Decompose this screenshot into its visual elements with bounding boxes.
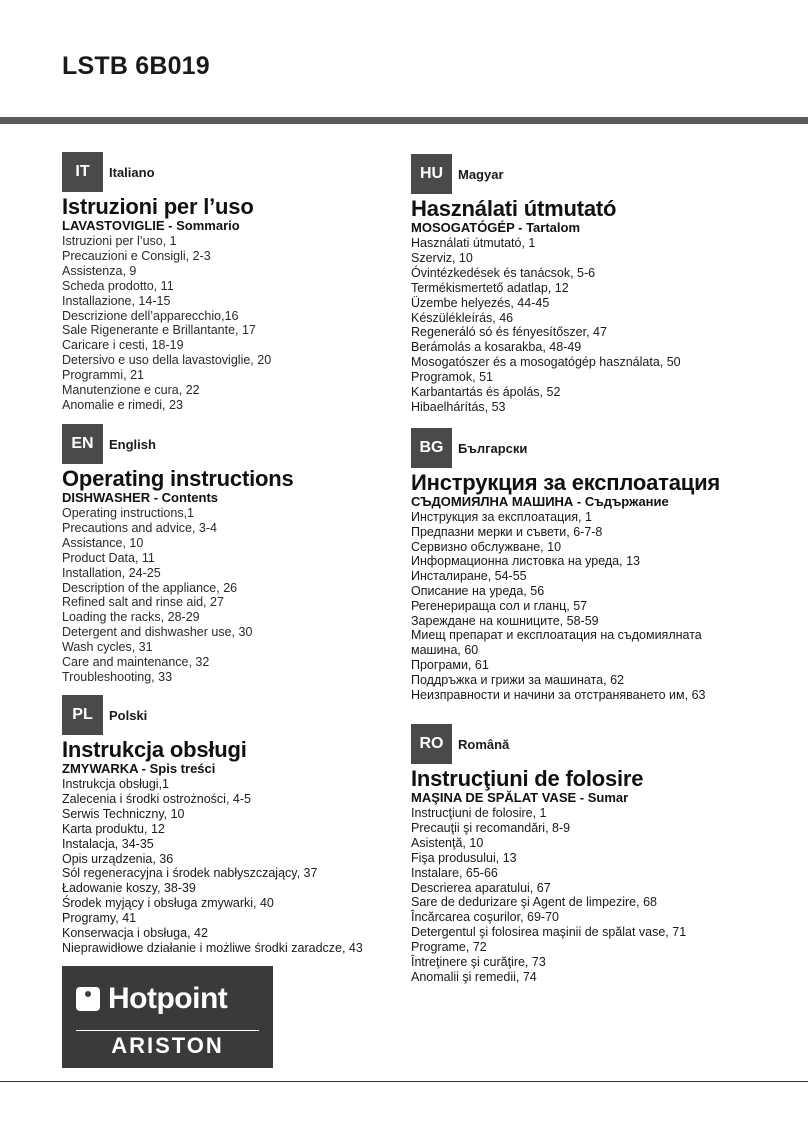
list-item: Mosogatószer és a mosogatógép használata, 50 bbox=[411, 355, 681, 370]
list-item: Karta produktu, 12 bbox=[62, 821, 165, 836]
section-title: Használati útmutató bbox=[411, 196, 617, 221]
logo-brand-text: Hotpoint bbox=[108, 982, 228, 1015]
hotpoint-ariston-logo bbox=[62, 966, 273, 1068]
language-header bbox=[411, 428, 808, 468]
list-item: Care and maintenance, 32 bbox=[62, 655, 210, 670]
language-code-badge: PL bbox=[62, 695, 103, 735]
list-item: Програми, 61 bbox=[411, 657, 489, 672]
list-item: Detergentul şi folosirea maşinii de spălat vase, 71 bbox=[411, 925, 687, 940]
list-item: Caricare i cesti, 18-19 bbox=[62, 338, 184, 353]
section-romanian bbox=[411, 724, 808, 985]
logo-top-row bbox=[76, 982, 227, 1016]
list-item: Serwis Techniczny, 10 bbox=[62, 806, 185, 821]
list-item: Regeneráló só és fényesítőszer, 47 bbox=[411, 325, 607, 340]
list-item: Operating instructions,1 bbox=[62, 506, 195, 520]
list-item: Konserwacja i obsługa, 42 bbox=[62, 926, 208, 941]
list-item: Asistenţă, 10 bbox=[411, 835, 484, 850]
list-item: Zalecenia i środki ostrożności, 4-5 bbox=[62, 791, 251, 806]
list-item: Programok, 51 bbox=[411, 370, 493, 385]
language-code-badge: BG bbox=[411, 428, 452, 468]
contents-list bbox=[411, 510, 808, 702]
list-item: Használati útmutató, 1 bbox=[411, 236, 536, 250]
contents-list bbox=[411, 236, 808, 415]
list-item: Sól regeneracyjna i środek nabłyszczający, 37 bbox=[62, 866, 318, 881]
list-item: Berámolás a kosarakba, 48-49 bbox=[411, 340, 582, 355]
list-item: Încărcarea coşurilor, 69-70 bbox=[411, 910, 559, 925]
list-item: Ładowanie koszy, 38-39 bbox=[62, 881, 196, 896]
list-item: Szerviz, 10 bbox=[411, 250, 473, 265]
list-item: Detersivo e uso della lavastoviglie, 20 bbox=[62, 353, 272, 368]
list-item: Întreţinere şi curăţire, 73 bbox=[411, 955, 546, 970]
contents-list bbox=[62, 777, 382, 956]
list-item: Programe, 72 bbox=[411, 940, 487, 955]
list-item: Precauţii şi recomandări, 8-9 bbox=[411, 820, 571, 835]
header-divider bbox=[0, 117, 808, 124]
hotpoint-mark-icon bbox=[76, 987, 100, 1011]
contents-list bbox=[411, 806, 808, 985]
list-item: Регенерираща сол и гланц, 57 bbox=[411, 598, 588, 613]
section-subtitle: DISHWASHER - Contents bbox=[62, 490, 218, 505]
logo-divider bbox=[76, 1030, 259, 1031]
language-code-badge: HU bbox=[411, 154, 452, 194]
language-header bbox=[62, 424, 462, 464]
language-header bbox=[411, 724, 808, 764]
list-item: Installazione, 14-15 bbox=[62, 293, 171, 308]
section-bulgarian bbox=[411, 428, 808, 702]
list-item: Instalacja, 34-35 bbox=[62, 836, 154, 851]
list-item: Precauzioni e Consigli, 2-3 bbox=[62, 248, 211, 263]
list-item: Programmi, 21 bbox=[62, 368, 144, 383]
logo-sub-brand-text: ARISTON bbox=[111, 1033, 224, 1058]
list-item: Assistance, 10 bbox=[62, 535, 144, 550]
list-item: Инсталиране, 54-55 bbox=[411, 569, 527, 584]
list-item: Информационна листовка на уреда, 13 bbox=[411, 554, 640, 569]
section-title: Istruzioni per l’uso bbox=[62, 194, 254, 219]
language-name: Български bbox=[458, 440, 528, 456]
list-item: Installation, 24-25 bbox=[62, 565, 161, 580]
list-item: Precautions and advice, 3-4 bbox=[62, 520, 217, 535]
list-item: Refined salt and rinse aid, 27 bbox=[62, 595, 224, 610]
list-item: Sare de dedurizare şi Agent de limpezire, 68 bbox=[411, 895, 657, 910]
language-name: Magyar bbox=[458, 166, 504, 182]
language-name: Italiano bbox=[109, 164, 155, 180]
language-name: Română bbox=[458, 736, 510, 752]
model-number: LSTB 6B019 bbox=[62, 52, 210, 80]
list-item: Hibaelhárítás, 53 bbox=[411, 399, 506, 414]
list-item: Wash cycles, 31 bbox=[62, 640, 153, 655]
language-header bbox=[411, 154, 808, 194]
language-code-badge: IT bbox=[62, 152, 103, 192]
list-item: Üzembe helyezés, 44-45 bbox=[411, 295, 550, 310]
list-item: Сервизно обслужване, 10 bbox=[411, 539, 562, 554]
list-item: Инструкция за експлоатация, 1 bbox=[411, 510, 592, 524]
section-title: Operating instructions bbox=[62, 466, 294, 491]
language-code-badge: RO bbox=[411, 724, 452, 764]
list-item: Istruzioni per l’uso, 1 bbox=[62, 234, 177, 248]
list-item: Instrukcja obsługi,1 bbox=[62, 777, 170, 791]
list-item: Készülékleírás, 46 bbox=[411, 310, 514, 325]
list-item: Instalare, 65-66 bbox=[411, 865, 498, 880]
list-item: Зареждане на кошниците, 58-59 bbox=[411, 613, 599, 628]
list-item: Sale Rigenerante e Brillantante, 17 bbox=[62, 323, 256, 338]
list-item: Descrierea aparatului, 67 bbox=[411, 880, 551, 895]
language-code-badge: EN bbox=[62, 424, 103, 464]
section-title: Instrukcja obsługi bbox=[62, 737, 247, 762]
list-item: Предпазни мерки и съвети, 6-7-8 bbox=[411, 524, 603, 539]
list-item: Nieprawidłowe działanie i możliwe środki zaradcze, 43 bbox=[62, 940, 363, 955]
section-hungarian bbox=[411, 154, 808, 415]
list-item: Описание на уреда, 56 bbox=[411, 583, 545, 598]
section-english bbox=[62, 424, 462, 685]
list-item: Środek myjący i obsługa zmywarki, 40 bbox=[62, 896, 274, 911]
list-item: Óvintézkedések és tanácsok, 5-6 bbox=[411, 265, 596, 280]
list-item: Fişa produsului, 13 bbox=[411, 850, 517, 865]
section-subtitle: MOSOGATÓGÉP - Tartalom bbox=[411, 220, 581, 235]
section-subtitle: MAŞINA DE SPĂLAT VASE - Sumar bbox=[411, 790, 629, 805]
list-item: Termékismertető adatlap, 12 bbox=[411, 280, 569, 295]
section-title: Instrucţiuni de folosire bbox=[411, 766, 644, 791]
section-italian bbox=[62, 152, 462, 413]
contents-list bbox=[62, 506, 462, 685]
list-item: Scheda prodotto, 11 bbox=[62, 278, 174, 293]
list-item: Миещ препарат и експлоатация на съдомиялната bbox=[411, 628, 702, 643]
language-name: English bbox=[109, 436, 156, 452]
list-item: Troubleshooting, 33 bbox=[62, 669, 173, 684]
list-item: Anomalii şi remedii, 74 bbox=[411, 969, 537, 984]
language-header bbox=[62, 152, 462, 192]
list-item: Поддръжка и грижи за машината, 62 bbox=[411, 672, 624, 687]
list-item: Instrucţiuni de folosire, 1 bbox=[411, 806, 547, 820]
language-header bbox=[62, 695, 382, 735]
language-name: Polski bbox=[109, 707, 148, 723]
section-subtitle: СЪДОМИЯЛНА МАШИНА - Съдържание bbox=[411, 494, 669, 509]
list-item: Descrizione dell’apparecchio,16 bbox=[62, 308, 239, 323]
list-item: Неизправности и начини за отстраняването им, 63 bbox=[411, 687, 706, 702]
footer-divider bbox=[0, 1081, 808, 1082]
list-item: Detergent and dishwasher use, 30 bbox=[62, 625, 253, 640]
section-subtitle: ZMYWARKA - Spis treści bbox=[62, 761, 216, 776]
list-item: Description of the appliance, 26 bbox=[62, 580, 238, 595]
section-title: Инструкция за експлоатация bbox=[411, 470, 721, 495]
list-item: Programy, 41 bbox=[62, 911, 137, 926]
list-item: Karbantartás és ápolás, 52 bbox=[411, 385, 561, 400]
list-item: Anomalie e rimedi, 23 bbox=[62, 397, 183, 412]
list-item: Product Data, 11 bbox=[62, 550, 155, 565]
list-item: Assistenza, 9 bbox=[62, 263, 137, 278]
list-item: Opis urządzenia, 36 bbox=[62, 851, 174, 866]
list-item: Loading the racks, 28-29 bbox=[62, 610, 200, 625]
contents-list bbox=[62, 234, 462, 413]
section-subtitle: LAVASTOVIGLIE - Sommario bbox=[62, 218, 240, 233]
list-item: машина, 60 bbox=[411, 643, 479, 658]
list-item: Manutenzione e cura, 22 bbox=[62, 383, 200, 398]
section-polish bbox=[62, 695, 382, 956]
